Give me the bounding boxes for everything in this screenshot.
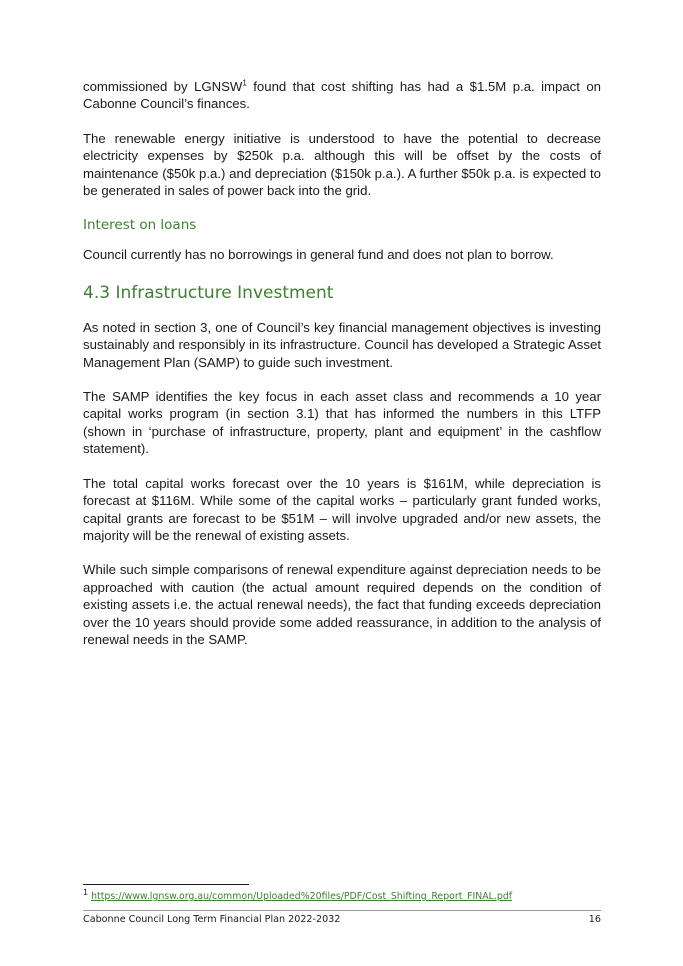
page-footer [83, 914, 601, 926]
document-body [83, 78, 601, 648]
footnote-divider [83, 884, 249, 885]
footnote-number: 1 [83, 887, 89, 897]
footer-divider [83, 910, 601, 911]
footnote [83, 887, 513, 903]
section-heading-infrastructure: 4.3 Infrastructure Investment [83, 282, 334, 303]
page-number: 16 [588, 914, 601, 925]
subheading-interest-on-loans: Interest on loans [83, 217, 197, 234]
paragraph-samp: The SAMP identifies the key focus in each asset class and recommends a 10 year capital works program (in section 3.1) that has informed the numbers in this LTFP (shown in ‘purchase of infrastructure, property, plant and equipment’ in the cashflow statement). [83, 389, 601, 457]
paragraph-key-objectives: As noted in section 3, one of Council’s key financial management objectives is investing sustainably and responsibly in its infrastructure. Council has developed a Strategic Asset Management Plan (SAMP) to guide such investment. [83, 319, 601, 370]
footnote-link[interactable]: https://www.lgnsw.org.au/common/Uploaded%20files/PDF/Cost_Shifting_Report_FINAL.pdf [91, 891, 513, 902]
paragraph-renewal-comparison: While such simple comparisons of renewal expenditure against depreciation needs to be approached with caution (the actual amount required depends on the condition of existing assets i.e. the actual renewal needs), the fact that funding exceeds depreciation over the 10 years should provide some added reassurance, in addition to the analysis of renewal needs in the SAMP. [83, 562, 601, 647]
paragraph-renewable-energy: The renewable energy initiative is understood to have the potential to decrease electricity expenses by $250k p.a. although this will be offset by the costs of maintenance ($50k p.a.) and depreciation ($150k p.a.). A further $50k p.a. is expected to be generated in sales of power back into the grid. [83, 130, 601, 199]
footnote-reference[interactable]: 1 [242, 78, 247, 88]
paragraph-capital-works: The total capital works forecast over the 10 years is $161M, while depreciation is forecast at $116M. While some of the capital works – particularly grant funded works, capital grants are forecast to be $51M – will involve upgraded and/or new assets, the majority will be the renewal of existing assets. [83, 475, 601, 543]
paragraph-cost-shifting: commissioned by LGNSW$^1$ found that cost shifting has had a $1.5M p.a. impact on Cabonne Council’s finances. [83, 78, 602, 112]
paragraph-borrowings: Council currently has no borrowings in general fund and does not plan to borrow. [83, 247, 554, 263]
footer-title: Cabonne Council Long Term Financial Plan 2022-2032 [83, 914, 341, 925]
